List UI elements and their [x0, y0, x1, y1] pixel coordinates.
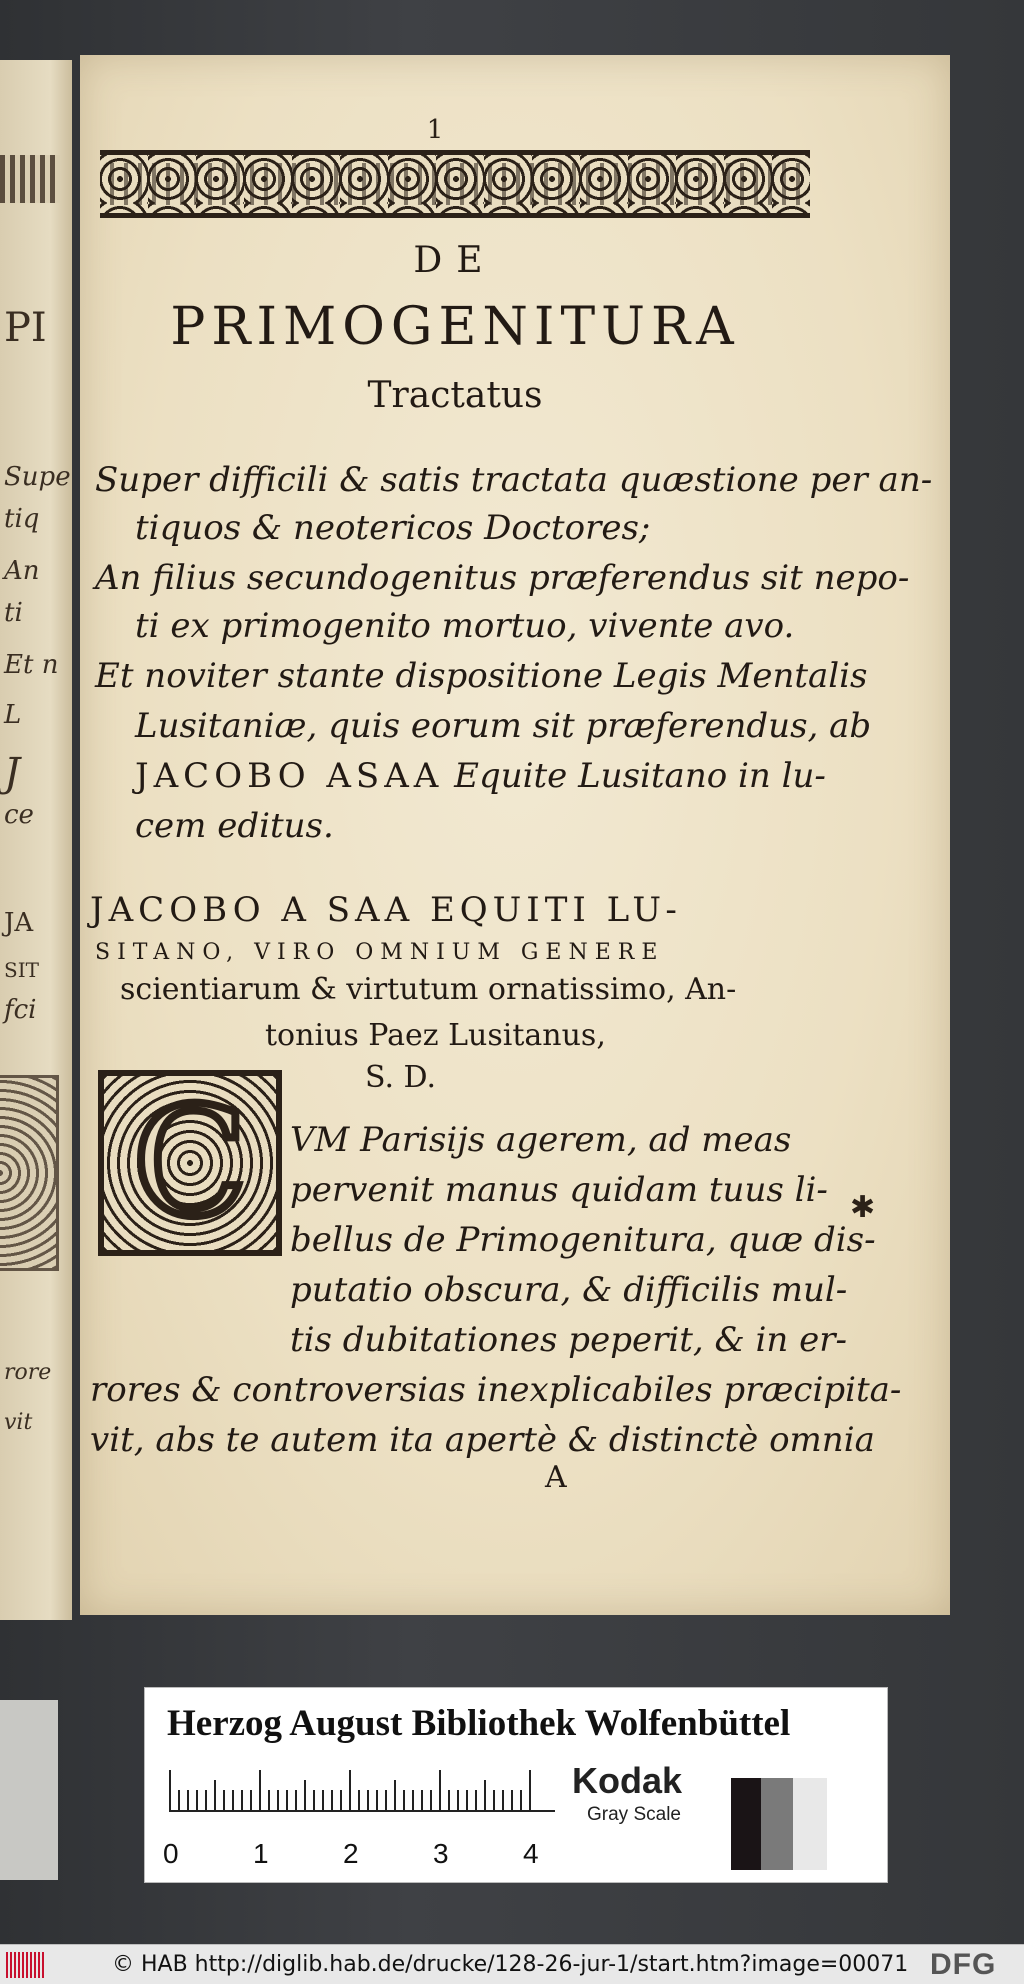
title-main: PRIMOGENITURA — [170, 297, 740, 357]
ruler — [169, 1770, 555, 1830]
ruler-tick — [502, 1790, 504, 1812]
ruler-tick — [448, 1790, 450, 1812]
ruler-tick — [511, 1790, 513, 1812]
title-sub: Tractatus — [367, 375, 543, 416]
color-calibration-card — [145, 1688, 887, 1882]
headpiece-ornament — [100, 150, 810, 218]
body-line: Et noviter stante dispositione Legis Mentalis — [95, 656, 868, 696]
footer-copyright: © HAB http://diglib.hab.de/drucke/128-26-jur-1/start.htm?image=00071 — [112, 1952, 909, 1977]
ruler-tick — [385, 1790, 387, 1812]
left-page-edge — [0, 60, 72, 1620]
ruler-tick — [358, 1790, 360, 1812]
decorated-initial — [98, 1070, 282, 1256]
swatch-light — [793, 1778, 827, 1870]
ruler-tick — [196, 1790, 198, 1812]
ruler-tick — [241, 1790, 243, 1812]
ruler-tick — [223, 1790, 225, 1812]
left-color-strip — [0, 1700, 58, 1880]
author-line — [135, 756, 826, 796]
left-fragment: Supe — [4, 462, 71, 492]
letter-line: rores & controversias inexplicabiles præcipita- — [90, 1370, 902, 1410]
ruler-tick — [187, 1790, 189, 1812]
ruler-tick — [466, 1790, 468, 1812]
ruler-tick — [295, 1790, 297, 1812]
ruler-tick — [232, 1790, 234, 1812]
body-line: An filius secundogenitus præferendus sit nepo- — [95, 558, 910, 598]
ruler-tick — [457, 1790, 459, 1812]
signature-mark: A — [545, 1460, 567, 1495]
left-fragment: JA — [4, 908, 34, 938]
body-line: Super difficili & satis tractata quæstione per an- — [95, 460, 933, 500]
left-fragment: L — [4, 700, 22, 730]
author-rest: Equite Lusitano in lu- — [454, 756, 826, 796]
left-fragment: rore — [4, 1360, 52, 1385]
left-fragment: An — [4, 556, 40, 586]
ruler-tick — [367, 1790, 369, 1812]
letter-line: vit, abs te autem ita apertè & distinctè omnia — [90, 1420, 875, 1460]
ruler-tick — [430, 1790, 432, 1812]
dedication-line-2: SITANO, VIRO OMNIUM GENERE — [95, 940, 665, 965]
ruler-tick — [250, 1790, 252, 1812]
salutation: S. D. — [365, 1060, 437, 1095]
page-number: 1 — [426, 115, 444, 145]
ruler-tick — [340, 1790, 342, 1812]
ruler-tick — [484, 1780, 486, 1812]
ruler-tick — [493, 1790, 495, 1812]
ruler-tick — [178, 1790, 180, 1812]
barcode-icon — [6, 1952, 46, 1978]
ruler-number: 0 — [163, 1838, 179, 1869]
ruler-tick — [421, 1790, 423, 1812]
left-fragment: ce — [4, 800, 34, 830]
left-fragment: ti — [4, 598, 23, 628]
body-line: tiquos & neotericos Doctores; — [135, 508, 651, 548]
left-fragment: J — [4, 750, 21, 796]
author-name: JACOBO ASAA — [135, 756, 444, 796]
left-fragment: fci — [4, 995, 37, 1025]
letter-line: VM Parisijs agerem, ad meas — [290, 1120, 792, 1160]
title-de: DE — [413, 240, 497, 281]
ruler-tick — [394, 1780, 396, 1812]
margin-mark: ✱ — [850, 1190, 876, 1225]
letter-line: bellus de Primogenitura, quæ dis- — [290, 1220, 876, 1260]
ruler-tick — [214, 1780, 216, 1812]
left-fragment: vit — [4, 1410, 33, 1435]
ruler-baseline — [169, 1810, 555, 1812]
ruler-tick — [475, 1790, 477, 1812]
ruler-tick — [286, 1790, 288, 1812]
body-line: ti ex primogenito mortuo, vivente avo. — [135, 606, 795, 646]
ruler-tick — [169, 1770, 171, 1812]
footer-bar — [0, 1944, 1024, 1984]
left-fragment: SIT — [4, 958, 39, 982]
book-page — [80, 55, 950, 1615]
gray-scale-label: Gray Scale — [587, 1804, 681, 1825]
ruler-tick — [322, 1790, 324, 1812]
ruler-tick — [331, 1790, 333, 1812]
ruler-tick — [304, 1780, 306, 1812]
swatch-dark — [731, 1778, 761, 1870]
ruler-number: 4 — [523, 1838, 539, 1869]
swatch-mid — [761, 1778, 793, 1870]
body-line: cem editus. — [135, 806, 334, 846]
body-line: Lusitaniæ, quis eorum sit præferendus, ab — [135, 706, 872, 746]
dedication-line-3: scientiarum & virtutum ornatissimo, An- — [120, 972, 737, 1007]
ruler-tick — [439, 1770, 441, 1812]
ruler-tick — [313, 1790, 315, 1812]
dfg-logo: DFG — [930, 1948, 997, 1981]
library-name: Herzog August Bibliothek Wolfenbüttel — [167, 1703, 791, 1744]
letter-line: putatio obscura, & difficilis mul- — [290, 1270, 848, 1310]
ruler-number: 1 — [253, 1838, 269, 1869]
ruler-tick — [259, 1770, 261, 1812]
ruler-tick — [205, 1790, 207, 1812]
initial-letter: C — [132, 1076, 248, 1250]
kodak-logo: Kodak — [572, 1760, 683, 1801]
left-fragment: tiq — [4, 504, 40, 534]
ruler-tick — [412, 1790, 414, 1812]
letter-line: pervenit manus quidam tuus li- — [290, 1170, 828, 1210]
ruler-tick — [277, 1790, 279, 1812]
left-dropcap-fragment — [0, 1075, 59, 1271]
dedication-line-4: tonius Paez Lusitanus, — [265, 1018, 606, 1053]
left-fragment: PI — [4, 305, 47, 351]
dedication-line-1: JACOBO A SAA EQUITI LU- — [90, 890, 682, 930]
ruler-tick — [376, 1790, 378, 1812]
ruler-tick — [349, 1770, 351, 1812]
ruler-tick — [520, 1790, 522, 1812]
letter-line: tis dubitationes peperit, & in er- — [290, 1320, 847, 1360]
ruler-tick — [403, 1790, 405, 1812]
ruler-tick — [529, 1770, 531, 1812]
ruler-number: 3 — [433, 1838, 449, 1869]
left-fragment: Et n — [4, 650, 59, 680]
ruler-tick — [268, 1790, 270, 1812]
left-ornament-fragment — [0, 155, 60, 203]
ruler-number: 2 — [343, 1838, 359, 1869]
